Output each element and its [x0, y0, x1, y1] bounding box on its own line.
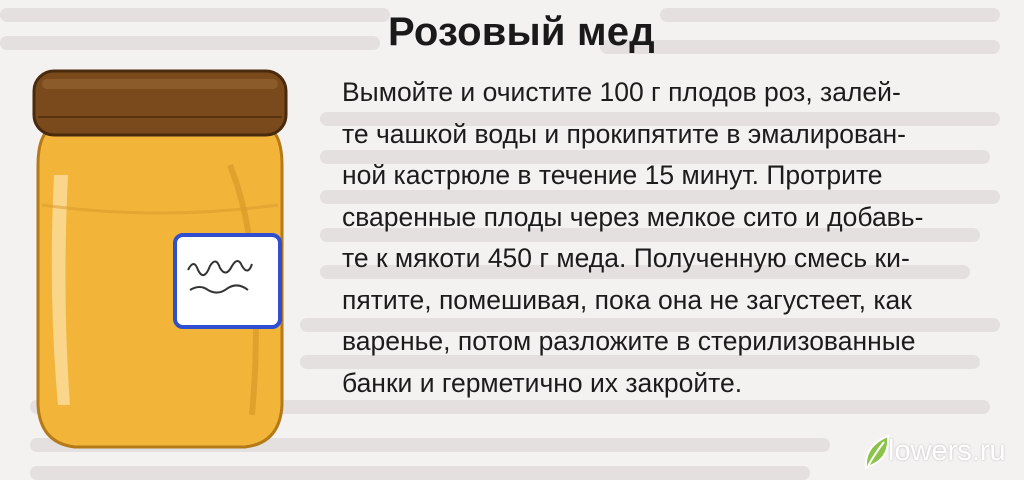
recipe-line: те к мякоти 450 г меда. Полученную смесь ки-	[342, 243, 910, 273]
flowers-ru-watermark	[862, 432, 1012, 472]
watermark-text: lowers.ru	[888, 435, 1006, 467]
honey-jar-illustration	[30, 55, 290, 450]
recipe-text	[342, 72, 1002, 404]
recipe-line: варенье, потом разложите в стерилизованные	[342, 326, 916, 356]
recipe-line: те чашкой воды и прокипятите в эмалирован-	[342, 118, 906, 149]
recipe-title: Розовый мед	[388, 10, 655, 54]
recipe-line: банки и герметично их закройте.	[342, 367, 743, 398]
recipe-line: Вымойте и очистите 100 г плодов роз, залей-	[342, 77, 901, 107]
recipe-line: пятите, помешивая, пока она не загустеет, как	[342, 284, 912, 315]
recipe-line: сваренные плоды через мелкое сито и добавь-	[342, 201, 924, 232]
jar-label	[175, 235, 280, 327]
recipe-line: ной кастрюле в течение 15 минут. Протрите	[342, 160, 883, 190]
